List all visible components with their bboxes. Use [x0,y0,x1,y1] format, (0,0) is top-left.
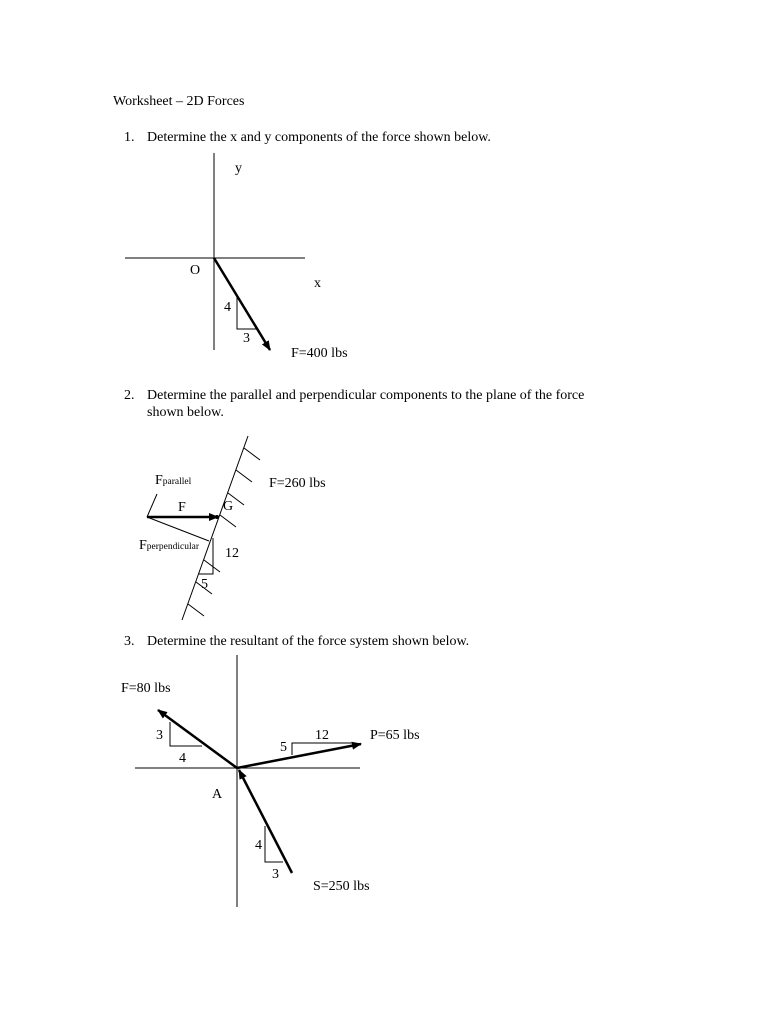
p-run-label: 12 [315,728,329,743]
problem-3-number: 3. [124,634,135,649]
y-axis-label: y [235,161,242,176]
problem-2-text-line2: shown below. [147,405,224,420]
slope-run-label: 3 [243,331,250,346]
f-run-label: 4 [179,751,186,766]
force-label: F=400 lbs [291,346,348,361]
force-s-label: S=250 lbs [313,879,370,894]
problem-1-number: 1. [124,130,135,145]
f-parallel-label: Fparallel [155,473,192,488]
problem-2-text-line1: Determine the parallel and perpendicular components to the plane of the force [147,388,585,403]
s-rise-label: 4 [255,838,262,853]
problem-2-number: 2. [124,388,135,403]
origin-label: O [190,263,201,278]
problem-1-text: Determine the x and y components of the force shown below. [147,130,491,145]
p-rise-label: 5 [280,740,287,755]
f-arrow-label: F [178,500,186,515]
x-axis-label: x [314,276,321,291]
f-rise-label: 3 [156,728,163,743]
force-p-label: P=65 lbs [370,728,420,743]
slope-run-label-2: 5 [201,577,208,592]
force-f-label: F=80 lbs [121,681,171,696]
problem-3-text: Determine the resultant of the force system shown below. [147,634,470,649]
s-run-label: 3 [272,867,279,882]
force-p-arrow [237,744,361,768]
f-slope-triangle [170,722,202,746]
f-perpendicular-label: Fperpendicular [139,538,200,553]
point-g-label: G [223,499,234,514]
force-label-2: F=260 lbs [269,476,326,491]
point-a-label: A [212,787,223,802]
slope-rise-label-2: 12 [225,546,239,561]
worksheet-title: Worksheet – 2D Forces [113,94,245,109]
s-slope-triangle [265,826,283,862]
p-slope-triangle [292,743,352,755]
slope-rise-label: 4 [224,300,231,315]
